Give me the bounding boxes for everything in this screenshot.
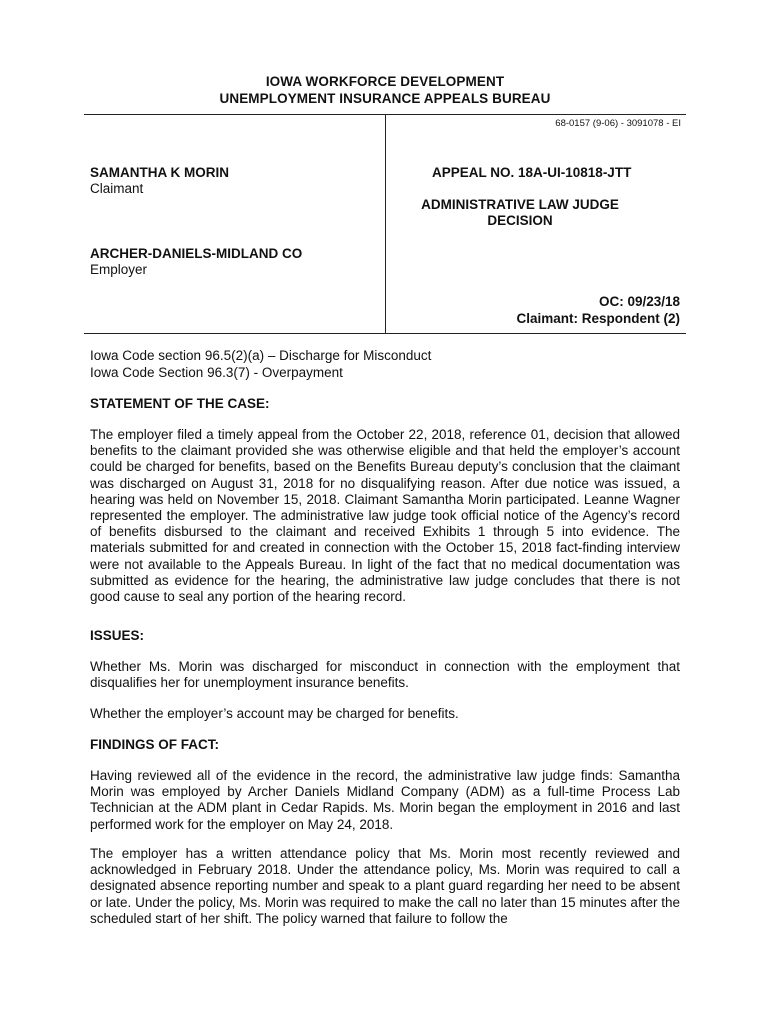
claimant-name: SAMANTHA K MORIN [90, 165, 229, 180]
code-citations [90, 348, 680, 381]
code-citation: Iowa Code section 96.5(2)(a) – Discharge for Misconduct [90, 348, 432, 363]
issue-paragraph-2 [90, 706, 680, 722]
caption-divider [385, 115, 386, 333]
appeal-number: APPEAL NO. 18A-UI-10818-JTT [432, 165, 632, 180]
issue-paragraph-1 [90, 659, 680, 691]
findings-2-text: The employer has a written attendance policy that Ms. Morin most recently reviewed and acknowledged in February 2018. Under the attendance policy, Ms. Morin was required to call a designated absence reporting number and speak to a plant guard regarding her need to be absent or late. Under the policy, Ms. Morin was required to make the call no later than 15 minutes after the scheduled start of her shift. The policy warned that failure to follow the [90, 846, 680, 926]
header-rule-bottom [84, 333, 686, 334]
decision-title-line2: DECISION [487, 213, 553, 228]
issue-1-text: Whether Ms. Morin was discharged for misconduct in connection with the employment that disqualifies her for unemployment insurance benefits. [90, 659, 680, 691]
statement-text: The employer filed a timely appeal from the October 22, 2018, reference 01, decision that allowed benefits to the claimant provided she was otherwise eligible and that held the employer’s account could be charged for benefits, based on the Benefits Bureau deputy’s conclusion that the claimant was discharged on August 31, 2018 for no disqualifying reason. After due notice was issued, a hearing was held on November 15, 2018. Claimant Samantha Morin participated. Leanne Wagner represented the employer. The administrative law judge took official notice of the Agency’s record of benefits disbursed to the claimant and received Exhibits 1 through 5 into evidence. The materials submitted for and created in connection with the October 15, 2018 fact-finding interview were not available to the Appeals Bureau. In light of the fact that no medical documentation was submitted as evidence for the hearing, the administrative law judge concludes that there is not good cause to seal any portion of the hearing record. [90, 427, 680, 605]
findings-1-text: Having reviewed all of the evidence in the record, the administrative law judge finds: Samantha Morin was employed by Archer Daniels Midland Company (ADM) as a full-time Process Lab Technician at the ADM plant in Cedar Rapids. Ms. Morin began the employment in 2016 and last performed work for the employer on May 24, 2018. [90, 768, 680, 832]
issue-2-text: Whether the employer’s account may be charged for benefits. [90, 706, 459, 721]
issues-heading: ISSUES: [90, 628, 145, 643]
form-number: 68-0157 (9-06) - 3091078 - EI [555, 118, 681, 129]
claimant-role: Claimant [90, 181, 144, 196]
statement-heading: STATEMENT OF THE CASE: [90, 396, 270, 411]
decision-title-line1: ADMINISTRATIVE LAW JUDGE [421, 197, 619, 212]
bureau-title: UNEMPLOYMENT INSURANCE APPEALS BUREAU [219, 91, 551, 106]
findings-heading: FINDINGS OF FACT: [90, 737, 219, 752]
claimant-status: Claimant: Respondent (2) [516, 311, 680, 326]
findings-paragraph-1 [90, 768, 680, 833]
oc-date: OC: 09/23/18 [598, 294, 680, 309]
employer-name: ARCHER-DANIELS-MIDLAND CO [90, 246, 303, 261]
code-citation: Iowa Code Section 96.3(7) - Overpayment [90, 364, 343, 380]
statement-paragraph [90, 427, 680, 605]
agency-title: IOWA WORKFORCE DEVELOPMENT [265, 74, 505, 89]
findings-paragraph-2 [90, 846, 680, 927]
employer-role: Employer [90, 262, 148, 277]
